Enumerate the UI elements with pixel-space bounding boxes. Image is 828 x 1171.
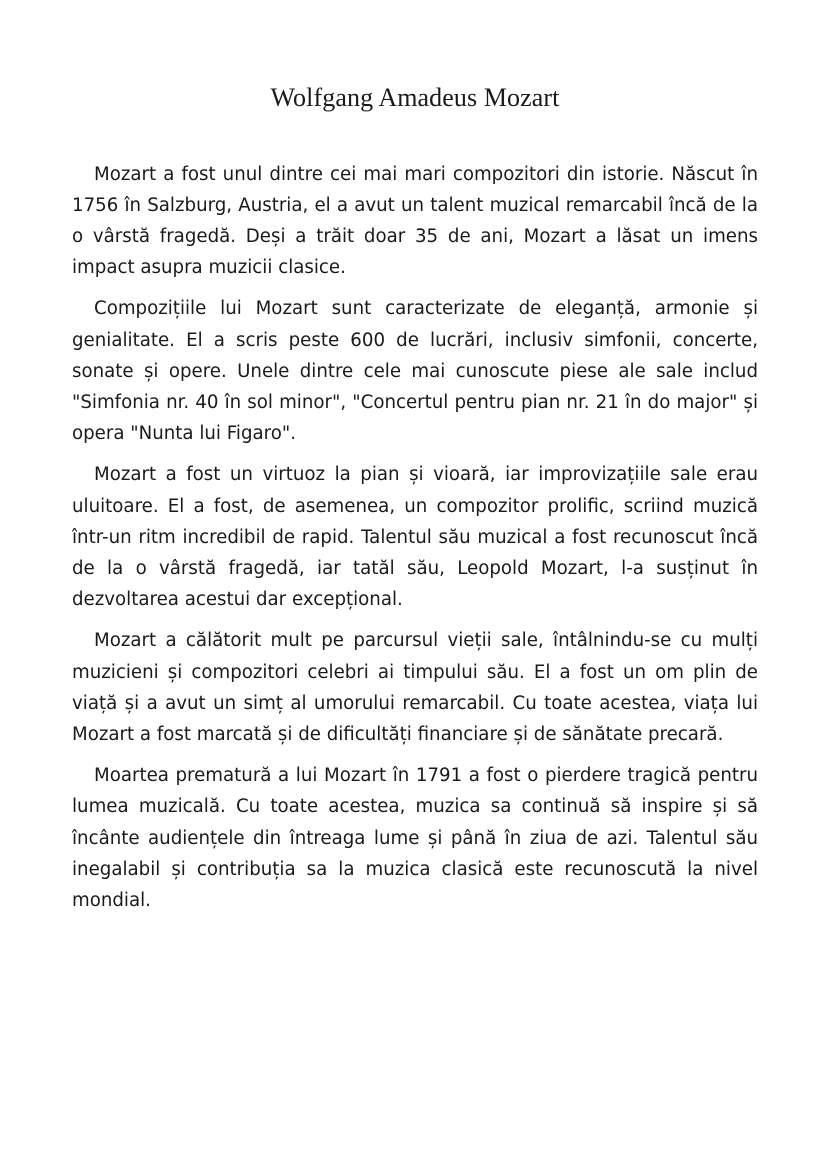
paragraph-5: Moartea prematură a lui Mozart în 1791 a fost o pierdere tragică pentru lumea muzicală. Cu toate acestea, muzica sa continuă să inspire și să încânte audiențele din întreaga lume și până în ziua de azi. Talentul său inegalabil și contribuția sa la muzica clasică este recunoscută la nivel mondial. (72, 765, 758, 911)
paragraph-3: Mozart a fost un virtuoz la pian și vioară, iar improvizațiile sale erau uluitoare. El a fost, de asemenea, un compozitor prolific, scriind muzică într-un ritm incredibil de rapid. Talentul său muzical a fost recunoscut încă de la o vârstă fragedă, iar tatăl său, Leopold Mozart, l-a susținut în dezvoltarea acestui dar excepțional. (72, 464, 758, 611)
page-title: Wolfgang Amadeus Mozart (270, 83, 560, 112)
paragraph-4: Mozart a călătorit mult pe parcursul vieții sale, întâlnindu-se cu mulți muzicieni și compozitori celebri ai timpului său. El a fost un om plin de viață și a avut un simț al umorului remarcabil. Cu toate acestea, viața lui Mozart a fost marcată și de dificultăți financiare și de sănătate precară. (72, 630, 758, 745)
paragraph-2: Compozițiile lui Mozart sunt caracterizate de eleganță, armonie și genialitate. El a scris peste 600 de lucrări, inclusiv simfonii, concerte, sonate și opere. Unele dintre cele mai cunoscute piese ale sale includ "Simfonia nr. 40 în sol minor", "Concertul pentru pian nr. 21 în do major" și opera "Nunta lui Figaro". (72, 298, 758, 445)
paragraph-1: Mozart a fost unul dintre cei mai mari compozitori din istorie. Născut în 1756 în Salzburg, Austria, el a avut un talent muzical remarcabil încă de la o vârstă fragedă. Deși a trăit doar 35 de ani, Mozart a lăsat un imens impact asupra muzicii clasice. (72, 163, 758, 279)
document-body (72, 82, 758, 916)
